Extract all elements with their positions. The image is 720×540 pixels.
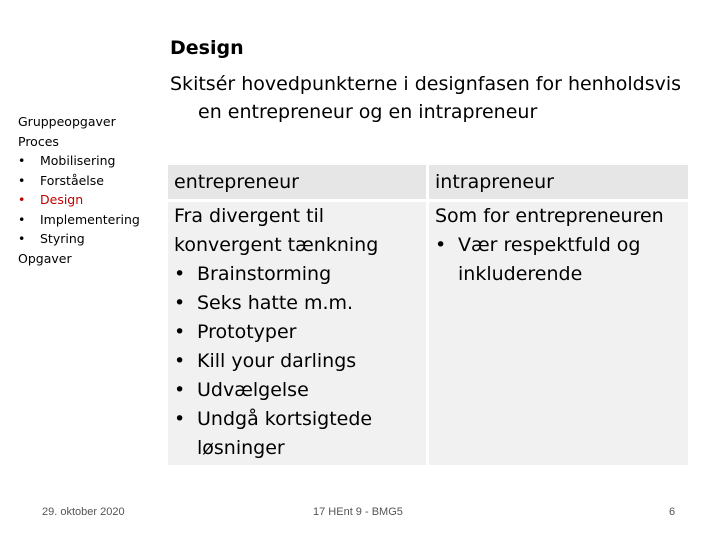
bullet-icon: • (174, 321, 186, 343)
bullet-icon: • (18, 153, 26, 168)
list-item-label: Prototyper (197, 321, 297, 343)
list-item-line: Undgå kortsigtede (197, 408, 373, 430)
list-item-line: Vær respektfuld og (458, 234, 641, 256)
list-item (174, 260, 420, 289)
intro-line: konvergent tænkning (174, 234, 379, 256)
bullet-icon: • (18, 192, 26, 207)
list-item (174, 347, 420, 376)
list-item (174, 318, 420, 347)
sidebar-item-label: Design (40, 192, 84, 207)
entrepreneur-column (168, 165, 426, 465)
sidebar-item-label: Forståelse (40, 172, 104, 188)
bullet-icon: • (18, 172, 26, 188)
list-item-line: løsninger (197, 437, 285, 459)
sidebar-item-label: Styring (40, 231, 85, 246)
column-body (168, 202, 426, 465)
bullet-icon: • (435, 234, 447, 256)
sidebar-heading-group-tasks: Gruppeopgaver (18, 114, 116, 129)
subtitle-line: en entrepreneur og en intrapreneur (198, 101, 538, 123)
bullet-icon: • (174, 263, 186, 285)
slide-title: Design (170, 37, 244, 59)
sidebar-item-label: Implementering (40, 211, 140, 227)
sidebar-item-styring (18, 229, 158, 249)
subtitle-line: Skitsér hovedpunkterne i designfasen for henholdsvis (170, 73, 682, 95)
list-item-label (197, 405, 372, 463)
sidebar-heading-tasks: Opgaver (18, 250, 72, 266)
list-item-label: Seks hatte m.m. (197, 292, 354, 314)
slide-subtitle (170, 70, 715, 126)
list-item (174, 405, 420, 463)
column-body (429, 202, 688, 465)
intro-line: Som for entrepreneuren (435, 205, 664, 227)
list-item (174, 289, 420, 318)
list-item (174, 376, 420, 405)
bullet-icon: • (18, 211, 26, 227)
list-item-line: inkluderende (458, 263, 583, 285)
footer-course: 17 HEnt 9 - BMG5 (313, 506, 403, 518)
list-item-label: Udvælgelse (197, 379, 309, 401)
sidebar-item-label: Mobilisering (40, 153, 116, 168)
sidebar-item-mobilisering (18, 151, 158, 171)
sidebar-heading-process: Proces (18, 133, 59, 149)
bullet-icon: • (18, 231, 26, 246)
slide-number: 6 (669, 506, 676, 518)
column-header: intrapreneur (429, 165, 688, 199)
list-item-label: Brainstorming (197, 263, 332, 285)
footer-date: 29. oktober 2020 (42, 506, 125, 518)
sidebar-item-forstaaelse (18, 171, 158, 191)
column-header: entrepreneur (168, 165, 426, 199)
bullet-icon: • (174, 292, 186, 314)
intrapreneur-column (429, 165, 688, 465)
process-sidebar (18, 112, 158, 268)
bullet-icon: • (174, 408, 186, 430)
sidebar-item-design (18, 190, 158, 210)
bullet-icon: • (174, 379, 186, 401)
bullet-icon: • (174, 350, 186, 372)
list-item-label: Kill your darlings (197, 350, 357, 372)
list-item (435, 231, 682, 289)
comparison-table (168, 165, 688, 465)
sidebar-item-implementering (18, 210, 158, 230)
list-item-label (458, 231, 641, 289)
intro-line: Fra divergent til (174, 205, 325, 227)
